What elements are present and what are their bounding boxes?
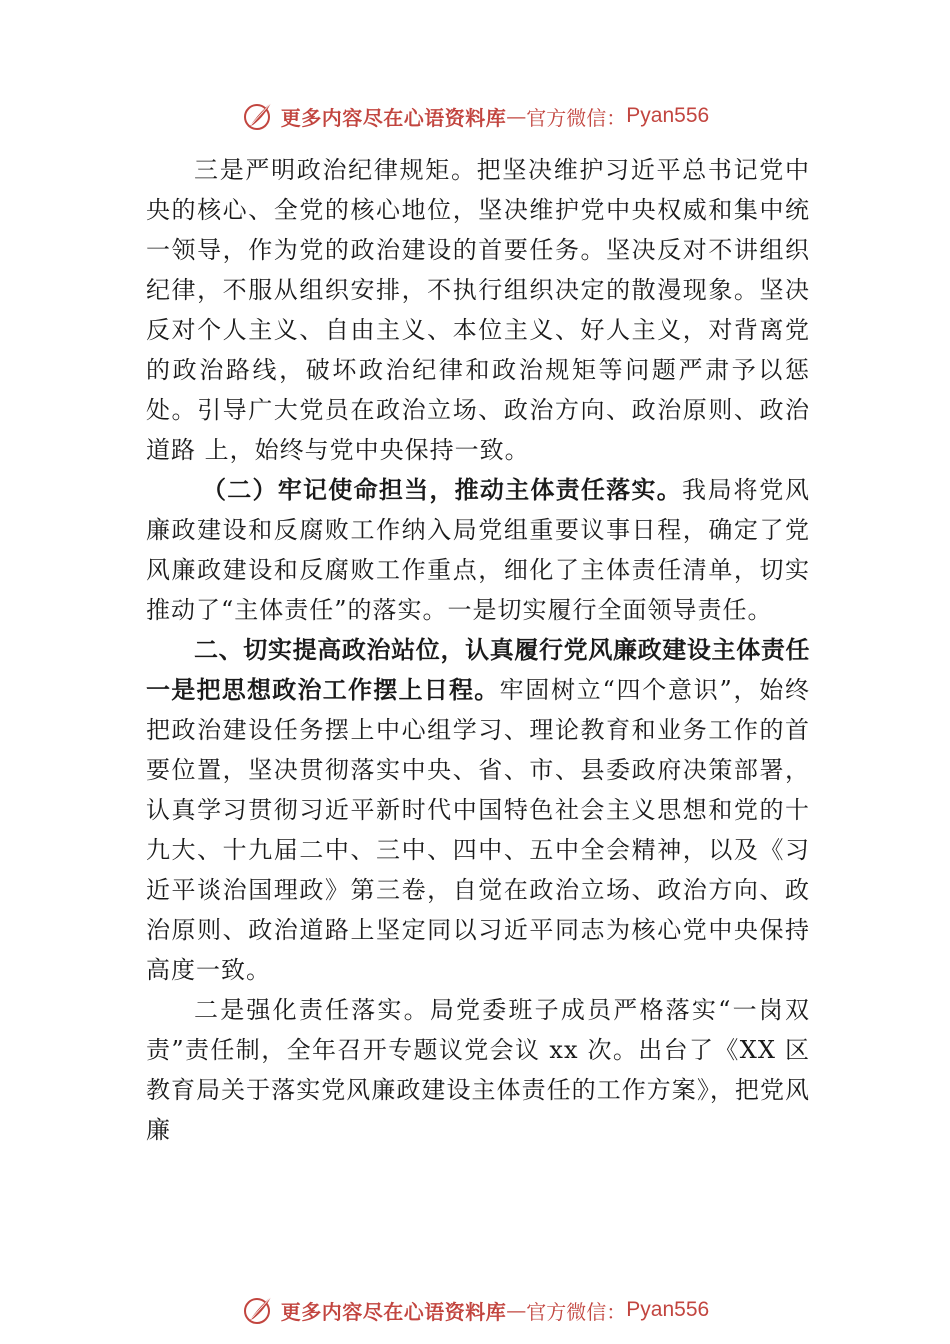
paragraph-text: 牢固树立“四个意识”，始终把政治建设任务摆上中心组学习、理论教育和业务工作的首要位置，坚决贯彻落实中央、省、市、县委政府决策部署，认真学习贯彻习近平新时代中国特色社会主义思想和党的十九大、十九届二中、三中、四中、五中全会精神，以及《习 近平谈治国理政》第三卷，自觉在政治立场、政治方向、政 治原则、政治道路上坚定同以习近平同志为核心党中央保持高度一致。 — [146, 676, 811, 984]
brand-text: 更多内容尽在心语资料库 — [280, 1299, 507, 1324]
section-heading: （二）牢记使命担当，推动主体责任落实。 — [202, 476, 682, 504]
feather-pen-logo-icon — [241, 1293, 275, 1327]
paragraph-text: 我局将党风廉政建设和反腐败工作纳入局党组重要议事日程，确定了党风廉政建设和反腐败工作重点，细化了主体责任清单，切实推动了“主体责任”的落实。一是切实履行全面领导责任。 — [146, 476, 811, 624]
wechat-label: 官方微信： — [526, 1299, 627, 1324]
wechat-id: Pyan556 — [626, 104, 710, 127]
wechat-id: Pyan556 — [626, 1298, 710, 1321]
section-heading: 二、切实提高政治站位，认真履行党风廉政建设主体责任一是把思想政治工作摆上日程。 — [146, 636, 810, 704]
brand-text: 更多内容尽在心语资料库 — [280, 105, 507, 130]
feather-pen-logo-icon — [241, 99, 275, 133]
paragraph-political-stance — [146, 630, 810, 990]
paragraph-responsibility — [146, 990, 810, 1150]
wechat-label: 官方微信： — [526, 105, 627, 130]
paragraph-mission — [146, 470, 810, 630]
paragraph-discipline — [146, 150, 810, 470]
document-body — [146, 150, 810, 1150]
footer-watermark — [0, 1290, 950, 1330]
banner-separator: — — [506, 1298, 527, 1322]
paragraph-text: 三是严明政治纪律规矩。把坚决维护习近平总书记党中央的核心、全党的核心地位，坚决维护党中央权威和集中统一领导，作为党的政治建设的首要任务。坚决反对不讲组织纪律，不服从组织安排，不执行组织决定的散漫现象。坚决 反对个人主义、自由主义、本位主义、好人主义，对背离党的政治路线，破坏政治纪律和政治规矩等问题严肃予以惩处。引导广大党员在政治立场、政治方向、政治原则、政治道路 上，始终与党中央保持一致。 — [146, 156, 810, 464]
header-watermark — [0, 96, 950, 136]
banner-separator: — — [506, 104, 527, 128]
paragraph-text: 二是强化责任落实。局党委班子成员严格落实“一岗双责”责任制，全年召开专题议党会议 xx 次。出台了《XX 区教育局关于落实党风廉政建设主体责任的工作方案》，把党风廉 — [146, 996, 810, 1144]
